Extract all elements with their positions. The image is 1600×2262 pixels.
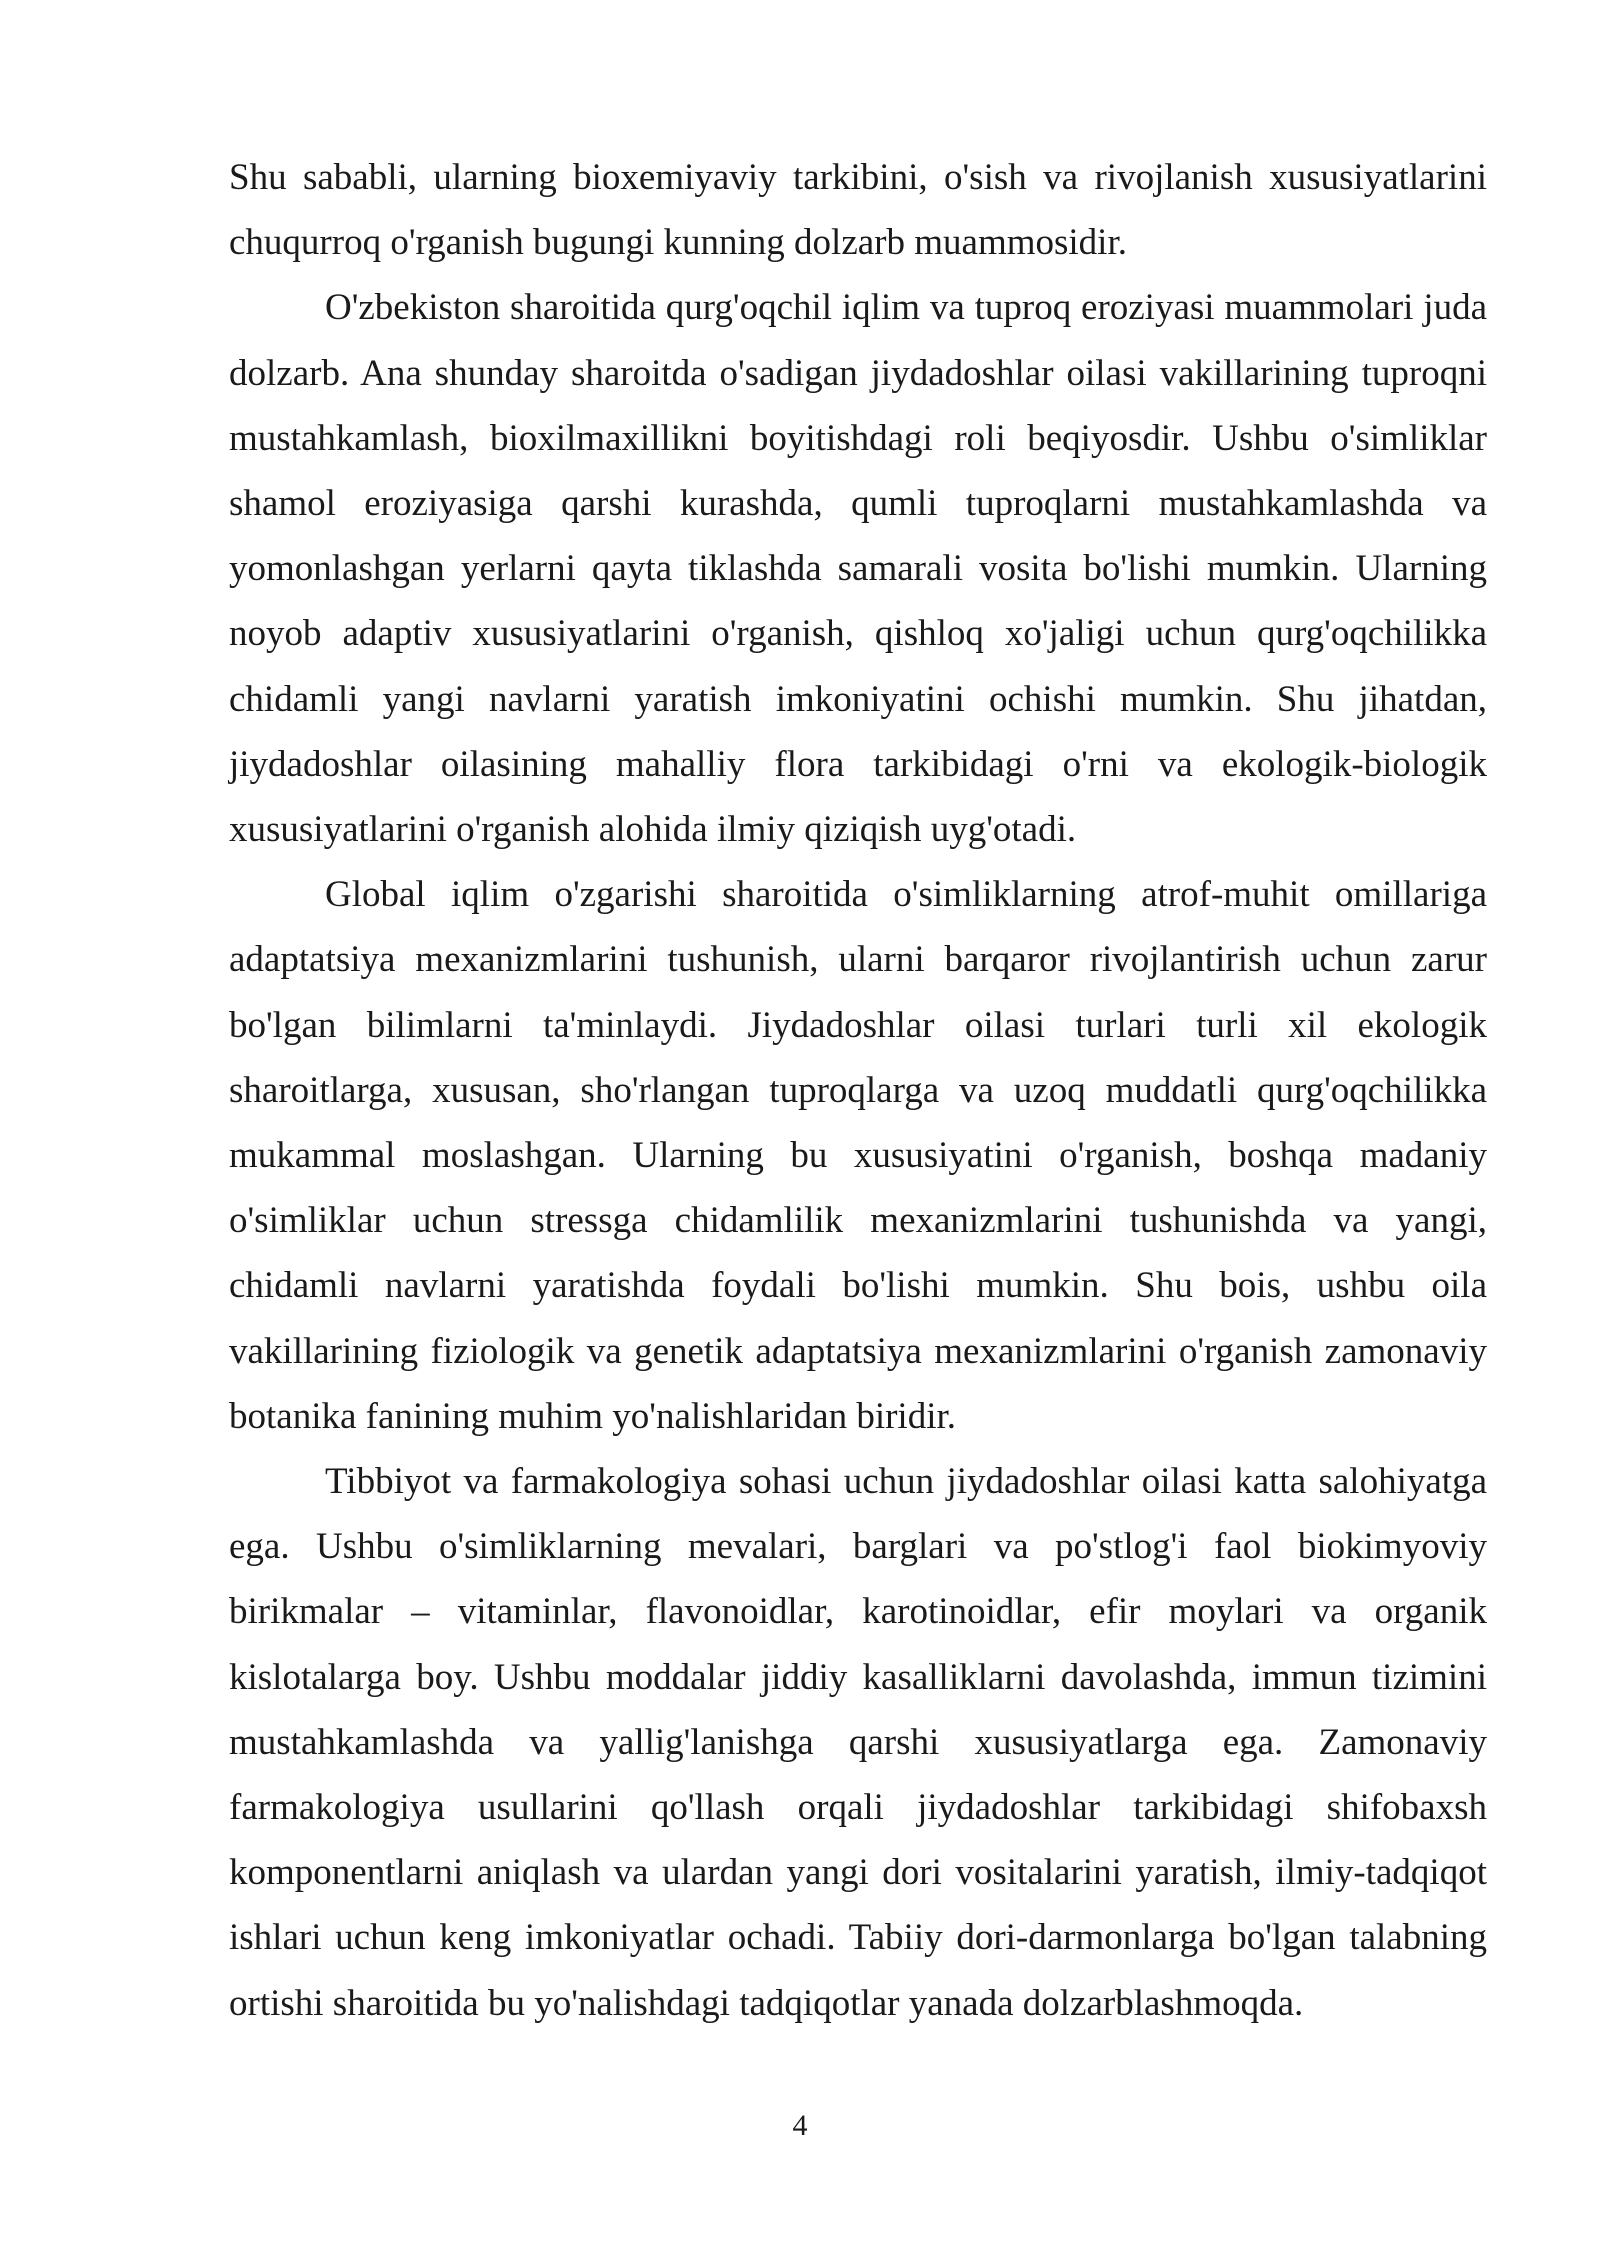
- page-number: 4: [792, 2109, 808, 2142]
- paragraph-medicine-pharmacology: Tibbiyot va farmakologiya sohasi uchun jiydadoshlar oilasi katta salohiyatga ega. Ushbu o'simliklarning mevalari, barglari va po'stlog'i faol biokimyoviy birikmalar – vitaminlar, flavonoidlar, karotinoidlar, efir moylari va organik kislotalarga boy. Ushbu moddalar jiddiy kasalliklarni davolashda, immun tizimini mustahkamlashda va yallig'lanishga qarshi xususiyatlarga ega. Zamonaviy farmakologiya usullarini qo'llash orqali jiydadoshlar tarkibidagi shifobaxsh komponentlarni aniqlash va ulardan yangi dori vositalarini yaratish, ilmiy-tadqiqot ishlari uchun keng imkoniyatlar ochadi. Tabiiy dori-darmonlarga bo'lgan talabning ortishi sharoitida bu yo'nalishdagi tadqiqotlar yanada dolzarblashmoqda.: [229, 1461, 1487, 2024]
- paragraph-climate-adaptation: Global iqlim o'zgarishi sharoitida o'simliklarning atrof-muhit omillariga adaptatsiya mexanizmlarini tushunish, ularni barqaror rivojlantirish uchun zarur bo'lgan bilimlarni ta'minlaydi. Jiydadoshlar oilasi turlari turli xil ekologik sharoitlarga, xususan, sho'rlangan tuproqlarga va uzoq muddatli qurg'oqchilikka mukammal moslashgan. Ularning bu xususiyatini o'rganish, boshqa madaniy o'simliklar uchun stressga chidamlilik mexanizmlarini tushunishda va yangi, chidamli navlarni yaratishda foydali bo'lishi mumkin. Shu bois, ushbu oila vakillarining fiziologik va genetik adaptatsiya mexanizmlarini o'rganish zamonaviy botanika fanining muhim yo'nalishlaridan biridir.: [229, 874, 1487, 1437]
- body-text: [229, 145, 1487, 2036]
- paragraph-continuation: Shu sababli, ularning bioxemiyaviy tarkibini, o'sish va rivojlanish xususiyatlarini chuqurroq o'rganish bugungi kunning dolzarb muammosidir.: [229, 157, 1487, 264]
- paragraph-soil-erosion: O'zbekiston sharoitida qurg'oqchil iqlim va tuproq eroziyasi muammolari juda dolzarb. Ana shunday sharoitda o'sadigan jiydadoshlar oilasi vakillarining tuproqni mustahkamlash, bioxilmaxillikni boyitishdagi roli beqiyosdir. Ushbu o'simliklar shamol eroziyasiga qarshi kurashda, qumli tuproqlarni mustahkamlashda va yomonlashgan yerlarni qayta tiklashda samarali vosita bo'lishi mumkin. Ularning noyob adaptiv xususiyatlarini o'rganish, qishloq xo'jaligi uchun qurg'oqchilikka chidamli yangi navlarni yaratish imkoniyatini ochishi mumkin. Shu jihatdan, jiydadoshlar oilasining mahalliy flora tarkibidagi o'rni va ekologik-biologik xususiyatlarini o'rganish alohida ilmiy qiziqish uyg'otadi.: [229, 287, 1487, 851]
